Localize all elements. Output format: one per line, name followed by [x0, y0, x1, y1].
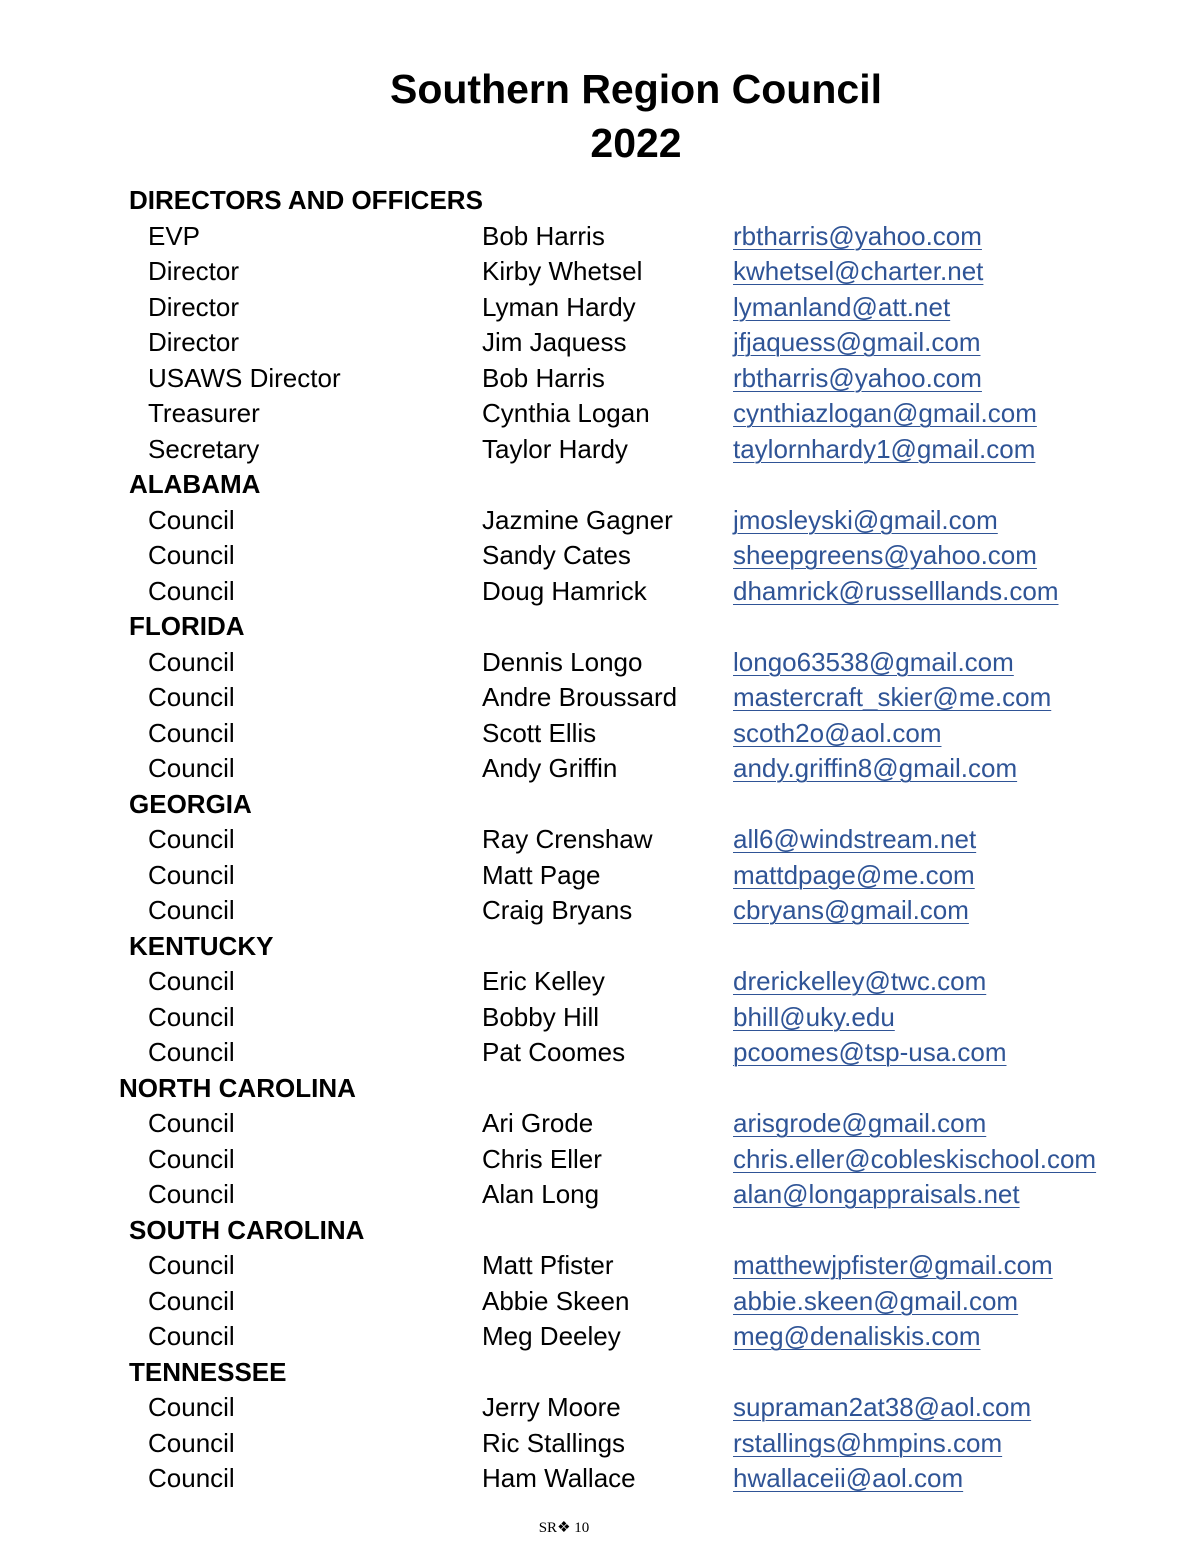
- member-row: [0, 1035, 1200, 1071]
- member-row: [0, 1142, 1200, 1178]
- member-email-link[interactable]: longo63538@gmail.com: [733, 646, 1014, 677]
- member-row: [0, 1106, 1200, 1142]
- member-name: Doug Hamrick: [482, 575, 647, 606]
- council-roster: [0, 183, 1200, 1497]
- member-name: Alan Long: [482, 1179, 600, 1209]
- member-name: Scott Ellis: [482, 717, 597, 748]
- member-row: [0, 751, 1200, 787]
- member-role: Council: [148, 966, 235, 996]
- member-role: Secretary: [148, 433, 260, 464]
- member-row: [0, 574, 1200, 610]
- member-role: Treasurer: [148, 398, 260, 428]
- page-year: 2022: [590, 120, 682, 166]
- member-role: Council: [148, 1427, 235, 1458]
- member-role: Council: [148, 1285, 235, 1316]
- member-name: Bob Harris: [482, 362, 605, 393]
- member-name: Matt Page: [482, 859, 601, 890]
- member-email-link[interactable]: chris.eller@cobleskischool.com: [733, 1143, 1097, 1174]
- member-name: Craig Bryans: [482, 895, 633, 925]
- section-heading: ALABAMA: [129, 469, 261, 499]
- member-row: [0, 1248, 1200, 1284]
- member-role: Council: [148, 1463, 235, 1493]
- member-row: [0, 1319, 1200, 1355]
- member-email-link[interactable]: taylornhardy1@gmail.com: [733, 433, 1036, 464]
- member-name: Bob Harris: [482, 220, 605, 251]
- member-role: Council: [148, 575, 235, 606]
- member-row: [0, 645, 1200, 681]
- member-role: Council: [148, 1108, 235, 1138]
- member-row: [0, 964, 1200, 1000]
- member-email-link[interactable]: cbryans@gmail.com: [733, 895, 969, 925]
- member-role: Director: [148, 327, 240, 357]
- member-name: Abbie Skeen: [482, 1285, 630, 1316]
- member-role: Council: [148, 1037, 235, 1067]
- member-name: Ham Wallace: [482, 1463, 636, 1493]
- member-row: [0, 822, 1200, 858]
- section-heading: NORTH CAROLINA: [119, 1072, 356, 1103]
- member-row: [0, 858, 1200, 894]
- member-email-link[interactable]: abbie.skeen@gmail.com: [733, 1285, 1019, 1316]
- member-name: Bobby Hill: [482, 1001, 600, 1032]
- member-email-link[interactable]: mastercraft_skier@me.com: [733, 682, 1052, 712]
- member-name: Chris Eller: [482, 1143, 602, 1174]
- member-email-link[interactable]: rbtharris@yahoo.com: [733, 220, 982, 251]
- member-role: Director: [148, 256, 240, 286]
- member-email-link[interactable]: mattdpage@me.com: [733, 859, 975, 890]
- member-role: EVP: [148, 220, 201, 251]
- member-name: Ari Grode: [482, 1108, 594, 1138]
- member-name: Ray Crenshaw: [482, 824, 653, 854]
- section-heading: FLORIDA: [129, 611, 245, 641]
- member-role: Council: [148, 1179, 235, 1209]
- member-row: [0, 716, 1200, 752]
- member-role: Council: [148, 1321, 235, 1351]
- member-name: Matt Pfister: [482, 1250, 614, 1280]
- member-role: USAWS Director: [148, 362, 341, 393]
- member-name: Jazmine Gagner: [482, 504, 673, 535]
- member-row: [0, 1426, 1200, 1462]
- member-row: [0, 680, 1200, 716]
- member-row: [0, 1177, 1200, 1213]
- member-name: Pat Coomes: [482, 1037, 626, 1067]
- member-name: Eric Kelley: [482, 966, 605, 996]
- member-email-link[interactable]: lymanland@att.net: [733, 291, 951, 322]
- member-row: [0, 538, 1200, 574]
- member-role: Council: [148, 717, 235, 748]
- member-email-link[interactable]: jfjaquess@gmail.com: [733, 327, 981, 357]
- member-email-link[interactable]: rstallings@hmpins.com: [733, 1427, 1003, 1458]
- member-name: Ric Stallings: [482, 1427, 626, 1458]
- member-name: Lyman Hardy: [482, 291, 636, 322]
- member-row: [0, 1284, 1200, 1320]
- section-heading: KENTUCKY: [129, 930, 274, 961]
- member-row: [0, 503, 1200, 539]
- member-row: [0, 1390, 1200, 1426]
- member-row: [0, 361, 1200, 397]
- member-email-link[interactable]: sheepgreens@yahoo.com: [733, 540, 1037, 570]
- member-role: Council: [148, 895, 235, 925]
- member-row: [0, 893, 1200, 929]
- member-email-link[interactable]: jmosleyski@gmail.com: [733, 504, 998, 535]
- page-title: Southern Region Council: [390, 66, 882, 112]
- member-role: Council: [148, 646, 235, 677]
- member-row: [0, 290, 1200, 326]
- member-name: Dennis Longo: [482, 646, 643, 677]
- member-email-link[interactable]: arisgrode@gmail.com: [733, 1108, 987, 1138]
- member-name: Taylor Hardy: [482, 433, 628, 464]
- section-heading: SOUTH CAROLINA: [129, 1214, 365, 1245]
- member-role: Council: [148, 540, 235, 570]
- member-role: Council: [148, 1392, 235, 1422]
- member-row: [0, 1000, 1200, 1036]
- member-role: Director: [148, 291, 240, 322]
- member-name: Sandy Cates: [482, 540, 631, 570]
- member-role: Council: [148, 824, 235, 854]
- member-email-link[interactable]: hwallaceii@aol.com: [733, 1463, 964, 1493]
- member-email-link[interactable]: matthewjpfister@gmail.com: [733, 1250, 1053, 1280]
- member-row: [0, 219, 1200, 255]
- member-row: [0, 325, 1200, 361]
- member-email-link[interactable]: all6@windstream.net: [733, 824, 977, 854]
- member-email-link[interactable]: bhill@uky.edu: [733, 1001, 895, 1032]
- member-name: Andre Broussard: [482, 682, 678, 712]
- member-email-link[interactable]: kwhetsel@charter.net: [733, 256, 984, 286]
- member-row: [0, 1461, 1200, 1497]
- member-role: Council: [148, 504, 235, 535]
- section-heading: DIRECTORS AND OFFICERS: [129, 185, 483, 215]
- member-role: Council: [148, 859, 235, 890]
- member-email-link[interactable]: andy.griffin8@gmail.com: [733, 753, 1018, 783]
- member-email-link[interactable]: meg@denaliskis.com: [733, 1321, 981, 1351]
- member-email-link[interactable]: rbtharris@yahoo.com: [733, 362, 982, 393]
- member-name: Kirby Whetsel: [482, 256, 643, 286]
- member-role: Council: [148, 1001, 235, 1032]
- member-row: [0, 254, 1200, 290]
- section-heading: TENNESSEE: [129, 1356, 287, 1387]
- member-name: Meg Deeley: [482, 1321, 621, 1351]
- member-email-link[interactable]: scoth2o@aol.com: [733, 717, 942, 748]
- member-email-link[interactable]: alan@longappraisals.net: [733, 1179, 1020, 1209]
- member-email-link[interactable]: pcoomes@tsp-usa.com: [733, 1037, 1007, 1067]
- member-role: Council: [148, 753, 235, 783]
- member-name: Jim Jaquess: [482, 327, 627, 357]
- member-row: [0, 396, 1200, 432]
- member-email-link[interactable]: cynthiazlogan@gmail.com: [733, 398, 1037, 428]
- page-footer: SR❖ 10: [538, 1520, 590, 1536]
- section-heading: GEORGIA: [129, 788, 252, 819]
- member-role: Council: [148, 1250, 235, 1280]
- member-role: Council: [148, 682, 235, 712]
- member-name: Cynthia Logan: [482, 398, 650, 428]
- member-name: Andy Griffin: [482, 753, 618, 783]
- member-name: Jerry Moore: [482, 1392, 621, 1422]
- member-role: Council: [148, 1143, 235, 1174]
- member-row: [0, 432, 1200, 468]
- member-email-link[interactable]: drerickelley@twc.com: [733, 966, 987, 996]
- member-email-link[interactable]: supraman2at38@aol.com: [733, 1392, 1032, 1422]
- member-email-link[interactable]: dhamrick@russelllands.com: [733, 575, 1059, 606]
